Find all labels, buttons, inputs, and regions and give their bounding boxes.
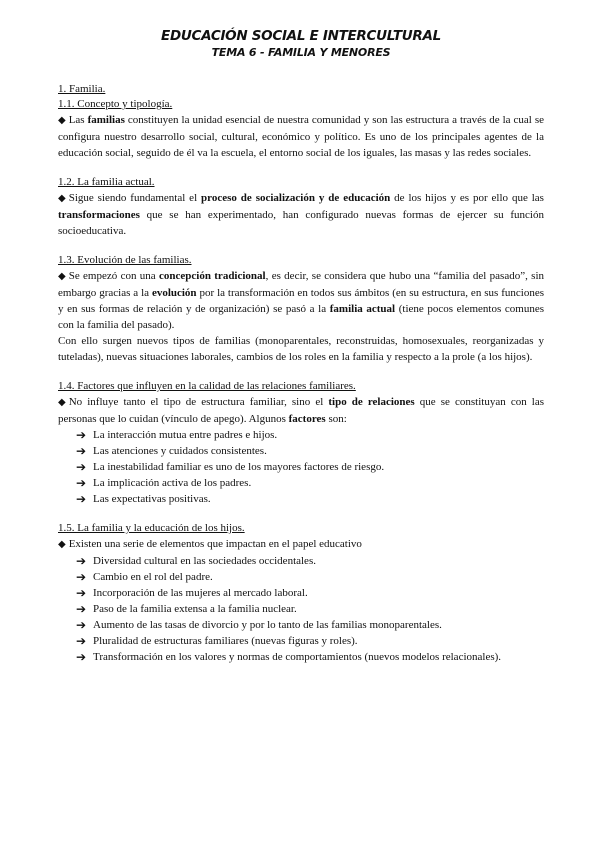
heading-evolucion: 1.3. Evolución de las familias.	[58, 254, 192, 266]
arrow-right-icon: ➔	[76, 570, 87, 584]
heading-factores: 1.4. Factores que influyen en la calidad de las relaciones familiares.	[58, 380, 356, 392]
paragraph-educacion-hijos: ◆ Existen una serie de elementos que impactan en el papel educativo	[58, 536, 544, 553]
list-item: ➔ Cambio en el rol del padre.	[76, 570, 213, 584]
section-familia-actual	[58, 175, 544, 239]
section-educacion-hijos	[58, 521, 544, 665]
paragraph-factores: ◆ No influye tanto el tipo de estructura familiar, sino el tipo de relaciones que se constituyan con las personas que lo cuidan (vínculo de apego). Algunos factores son:	[58, 396, 545, 425]
heading-familia: 1. Familia.	[58, 83, 106, 95]
elementos-list	[58, 553, 544, 665]
arrow-right-icon: ➔	[76, 428, 87, 442]
list-item: ➔ La interacción mutua entre padres e hijos.	[76, 428, 278, 442]
diamond-bullet-icon: ◆	[58, 115, 66, 126]
diamond-bullet-icon: ◆	[58, 397, 66, 408]
list-item: ➔ Paso de la familia extensa a la familia nuclear.	[76, 602, 297, 616]
list-item: ➔ Diversidad cultural en las sociedades occidentales.	[76, 554, 316, 568]
arrow-right-icon: ➔	[76, 650, 87, 664]
list-item: ➔ Incorporación de las mujeres al mercado laboral.	[76, 586, 308, 600]
paragraph-concepto: ◆ Las familias constituyen la unidad esencial de nuestra comunidad y son las estructura a través de la cual se configura nuestro desarrollo social, cultural, económico y político. Es uno de los principales agentes de la educación social, seguido de él va la escuela, el entorno social de los iguales, las masas y las redes sociales.	[58, 114, 544, 159]
diamond-bullet-icon: ◆	[58, 193, 66, 204]
list-item: ➔ La inestabilidad familiar es uno de los mayores factores de riesgo.	[76, 460, 385, 474]
list-item: ➔ Pluralidad de estructuras familiares (nuevas figuras y roles).	[76, 634, 358, 648]
list-item: ➔ La implicación activa de los padres.	[76, 476, 252, 490]
arrow-right-icon: ➔	[76, 602, 87, 616]
document-subtitle: TEMA 6 - FAMILIA Y MENORES	[211, 46, 391, 59]
section-evolucion	[58, 253, 544, 365]
arrow-right-icon: ➔	[76, 554, 87, 568]
document-page	[58, 28, 544, 679]
section-factores	[58, 379, 544, 507]
section-concepto	[58, 82, 544, 161]
heading-concepto: 1.1. Concepto y tipología.	[58, 98, 173, 110]
paragraph-familia-actual: ◆ Sigue siendo fundamental el proceso de socialización y de educación de los hijos y es por ello que las transformaciones que se han experimentado, han configurado nuevas formas de ejercer su función socioeducativa.	[58, 192, 544, 237]
heading-educacion-hijos: 1.5. La familia y la educación de los hijos.	[58, 522, 245, 534]
document-title: EDUCACIÓN SOCIAL E INTERCULTURAL	[161, 28, 441, 44]
arrow-right-icon: ➔	[76, 444, 87, 458]
list-item: ➔ Aumento de las tasas de divorcio y por lo tanto de las familias monoparentales.	[76, 618, 442, 632]
arrow-right-icon: ➔	[76, 492, 87, 506]
list-item: ➔ Transformación en los valores y normas de comportamientos (nuevos modelos relacionales).	[76, 650, 502, 664]
diamond-bullet-icon: ◆	[58, 539, 66, 550]
diamond-bullet-icon: ◆	[58, 271, 66, 282]
paragraph-evolucion: ◆ Se empezó con una concepción tradicional, es decir, se considera que hubo una “familia del pasado”, sin embargo gracias a la evolución por la transformación en todos sus ámbitos (en su estructura, en sus funciones y en sus formas de relación y de organización) se pasó a la familia actual (tiene pocos elementos comunes con la familia del pasado).	[58, 270, 545, 331]
list-item: ➔ Las expectativas positivas.	[76, 492, 211, 506]
arrow-right-icon: ➔	[76, 476, 87, 490]
arrow-right-icon: ➔	[76, 460, 87, 474]
heading-familia-actual: 1.2. La familia actual.	[58, 176, 155, 188]
arrow-right-icon: ➔	[76, 634, 87, 648]
arrow-right-icon: ➔	[76, 618, 87, 632]
list-item: ➔ Las atenciones y cuidados consistentes.	[76, 444, 267, 458]
paragraph-evolucion-2: Con ello surgen nuevos tipos de familias (monoparentales, reconstruidas, homosexuales, reorganizadas y tuteladas), nuevas situaciones laborales, cambios de los roles en la familia y respecto a la prole (a los hijos).	[58, 335, 544, 363]
arrow-right-icon: ➔	[76, 586, 87, 600]
factores-list	[58, 427, 544, 507]
